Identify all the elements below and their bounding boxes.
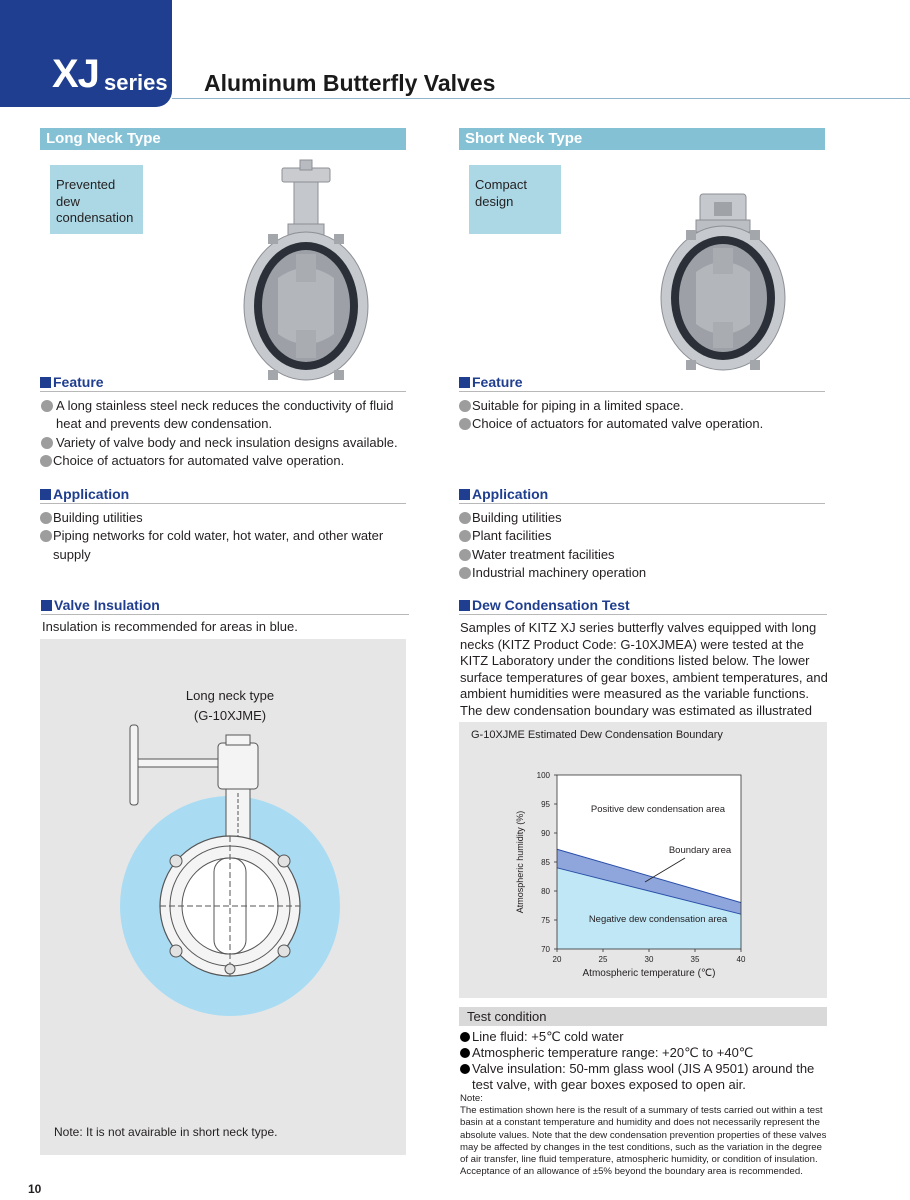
y-tick-label: 80 <box>541 887 550 896</box>
heading-label: Feature <box>53 374 104 390</box>
y-tick-label: 75 <box>541 916 550 925</box>
bullet-icon <box>40 512 52 524</box>
bullet-icon <box>41 400 53 412</box>
bullet-icon <box>41 437 53 449</box>
list-item-text: Industrial machinery operation <box>472 564 647 580</box>
valve-insulation-intro: Insulation is recommended for areas in blue. <box>42 619 298 634</box>
short-neck-callout: Compact design <box>469 165 561 234</box>
annotation-positive: Positive dew condensation area <box>590 804 726 815</box>
bullet-icon <box>40 455 52 467</box>
heading-label: Application <box>53 486 130 502</box>
series-badge <box>0 0 172 107</box>
list-item <box>459 546 829 564</box>
y-tick-label: 95 <box>541 800 550 809</box>
annotation-boundary: Boundary area <box>668 845 732 856</box>
list-item-text: Valve insulation: 50-mm glass wool (JIS A 9501) around the test valve, with gear boxes exposed to open air. <box>472 1061 815 1092</box>
y-tick-label: 90 <box>541 829 550 838</box>
y-tick-label: 70 <box>541 945 550 954</box>
heading-label: Feature <box>472 374 523 390</box>
bullet-icon <box>459 549 471 561</box>
list-item-text: Line fluid: +5℃ cold water <box>472 1029 624 1044</box>
heading-label: Valve Insulation <box>54 597 160 613</box>
heading-square-icon <box>459 489 470 500</box>
list-item-text: Piping networks for cold water, hot water, and other water supply <box>53 528 384 562</box>
insulation-note: Note: It is not avairable in short neck type. <box>54 1125 278 1139</box>
list-item <box>40 452 410 470</box>
list-item-text: Building utilities <box>53 510 143 525</box>
list-item <box>459 397 829 415</box>
diagram-label-code: (G-10XJME) <box>193 708 267 723</box>
list-item-text: Atmospheric temperature range: +20℃ to +40℃ <box>472 1045 754 1060</box>
dew-test-paragraph: Samples of KITZ XJ series butterfly valves equipped with long necks (KITZ Product Code: G-10XJMEA) were tested at the KITZ Laboratory under the conditions listed below. The lower surface temperatures of gear boxes, ambient temperatures, and ambient humidities were measured as the variable functions. The dew condensation boundary was estimated as illustrated <box>460 620 828 718</box>
y-axis-label: Atmospheric humidity (%) <box>515 810 525 914</box>
list-item-text: Variety of valve body and neck insulation designs available. <box>56 434 398 450</box>
x-tick-label: 40 <box>736 955 746 964</box>
list-item <box>459 509 829 527</box>
list-item-text: Choice of actuators for automated valve operation. <box>472 416 764 432</box>
short-neck-feature-list <box>459 397 829 434</box>
chart-caption: G-10XJME Estimated Dew Condensation Boundary <box>471 729 723 741</box>
heading-square-icon <box>40 489 51 500</box>
page-title: Aluminum Butterfly Valves <box>204 70 496 96</box>
list-item-text: Water treatment facilities <box>472 546 615 562</box>
dew-condensation-chart <box>459 722 827 998</box>
page-number: 10 <box>28 1182 42 1196</box>
bullet-icon <box>459 512 471 524</box>
x-tick-label: 25 <box>598 955 608 964</box>
list-item-text: Building utilities <box>472 510 562 525</box>
y-tick-label: 100 <box>536 771 550 780</box>
list-item <box>40 509 420 527</box>
x-axis-label: Atmospheric temperature (℃) <box>582 968 716 979</box>
valve-insulation-heading <box>41 597 409 615</box>
heading-square-icon <box>41 600 52 611</box>
heading-label: Dew Condensation Test <box>472 597 630 613</box>
heading-label: Application <box>472 486 549 502</box>
list-item <box>459 415 829 433</box>
short-neck-application-heading <box>459 486 825 504</box>
bullet-icon <box>460 1064 470 1074</box>
long-neck-callout: Prevented dew condensation <box>50 165 143 234</box>
x-tick-label: 35 <box>690 955 700 964</box>
heading-square-icon <box>40 377 51 388</box>
list-item <box>40 397 410 434</box>
short-neck-valve-photo <box>656 190 790 376</box>
list-item <box>40 527 420 564</box>
heading-square-icon <box>459 600 470 611</box>
list-item-text: Choice of actuators for automated valve operation. <box>53 452 345 468</box>
x-tick-label: 20 <box>552 955 562 964</box>
list-item-text: Suitable for piping in a limited space. <box>472 398 684 413</box>
dew-test-heading <box>459 597 827 615</box>
dew-chart-panel <box>459 722 827 998</box>
x-tick-label: 30 <box>644 955 654 964</box>
annotation-negative: Negative dew condensation area <box>588 914 728 925</box>
list-item <box>460 1029 830 1045</box>
list-item <box>40 434 410 452</box>
note-label: Note: <box>460 1093 483 1104</box>
bullet-icon <box>459 530 471 542</box>
y-tick-label: 85 <box>541 858 550 867</box>
list-item <box>459 564 829 582</box>
long-neck-application-list <box>40 509 420 564</box>
note-text: The estimation shown here is the result of a summary of tests carried out within a test basin at a constant temperature and humidity and does not necessarily represent the absolute values. Note that the dew condensation prevention properties of these valves may be affected by changes in the test conditions, such as the variation in the degree of air transfer, line fluid temperature, atmospheric humidity, or condition of insulation. Acceptance of an allowance of ±5% beyond the boundary area is recommended. <box>460 1105 827 1178</box>
bullet-icon <box>459 418 471 430</box>
series-sub: series <box>104 70 168 95</box>
list-item <box>460 1045 830 1061</box>
test-condition-heading: Test condition <box>459 1007 827 1026</box>
long-neck-type-bar: Long Neck Type <box>40 128 406 150</box>
bullet-icon <box>40 530 52 542</box>
list-item <box>459 527 829 545</box>
bullet-icon <box>460 1032 470 1042</box>
bullet-icon <box>459 400 471 412</box>
list-item-text: Plant facilities <box>472 528 552 544</box>
valve-insulation-panel <box>40 639 406 1155</box>
heading-square-icon <box>459 377 470 388</box>
diagram-label-type: Long neck type <box>185 688 275 703</box>
test-condition-list <box>460 1029 830 1093</box>
header-rule <box>172 98 910 99</box>
long-neck-feature-list <box>40 397 410 470</box>
short-neck-type-bar: Short Neck Type <box>459 128 825 150</box>
series-main: XJ <box>52 52 99 96</box>
insulation-diagram <box>118 719 343 1019</box>
long-neck-valve-photo <box>238 158 380 386</box>
list-item-text: A long stainless steel neck reduces the conductivity of fluid heat and prevents dew condensation. <box>56 398 394 432</box>
list-item <box>460 1061 830 1093</box>
long-neck-application-heading <box>40 486 406 504</box>
short-neck-feature-heading <box>459 374 825 392</box>
bullet-icon <box>459 567 471 579</box>
long-neck-feature-heading <box>40 374 406 392</box>
bullet-icon <box>460 1048 470 1058</box>
short-neck-application-list <box>459 509 829 582</box>
